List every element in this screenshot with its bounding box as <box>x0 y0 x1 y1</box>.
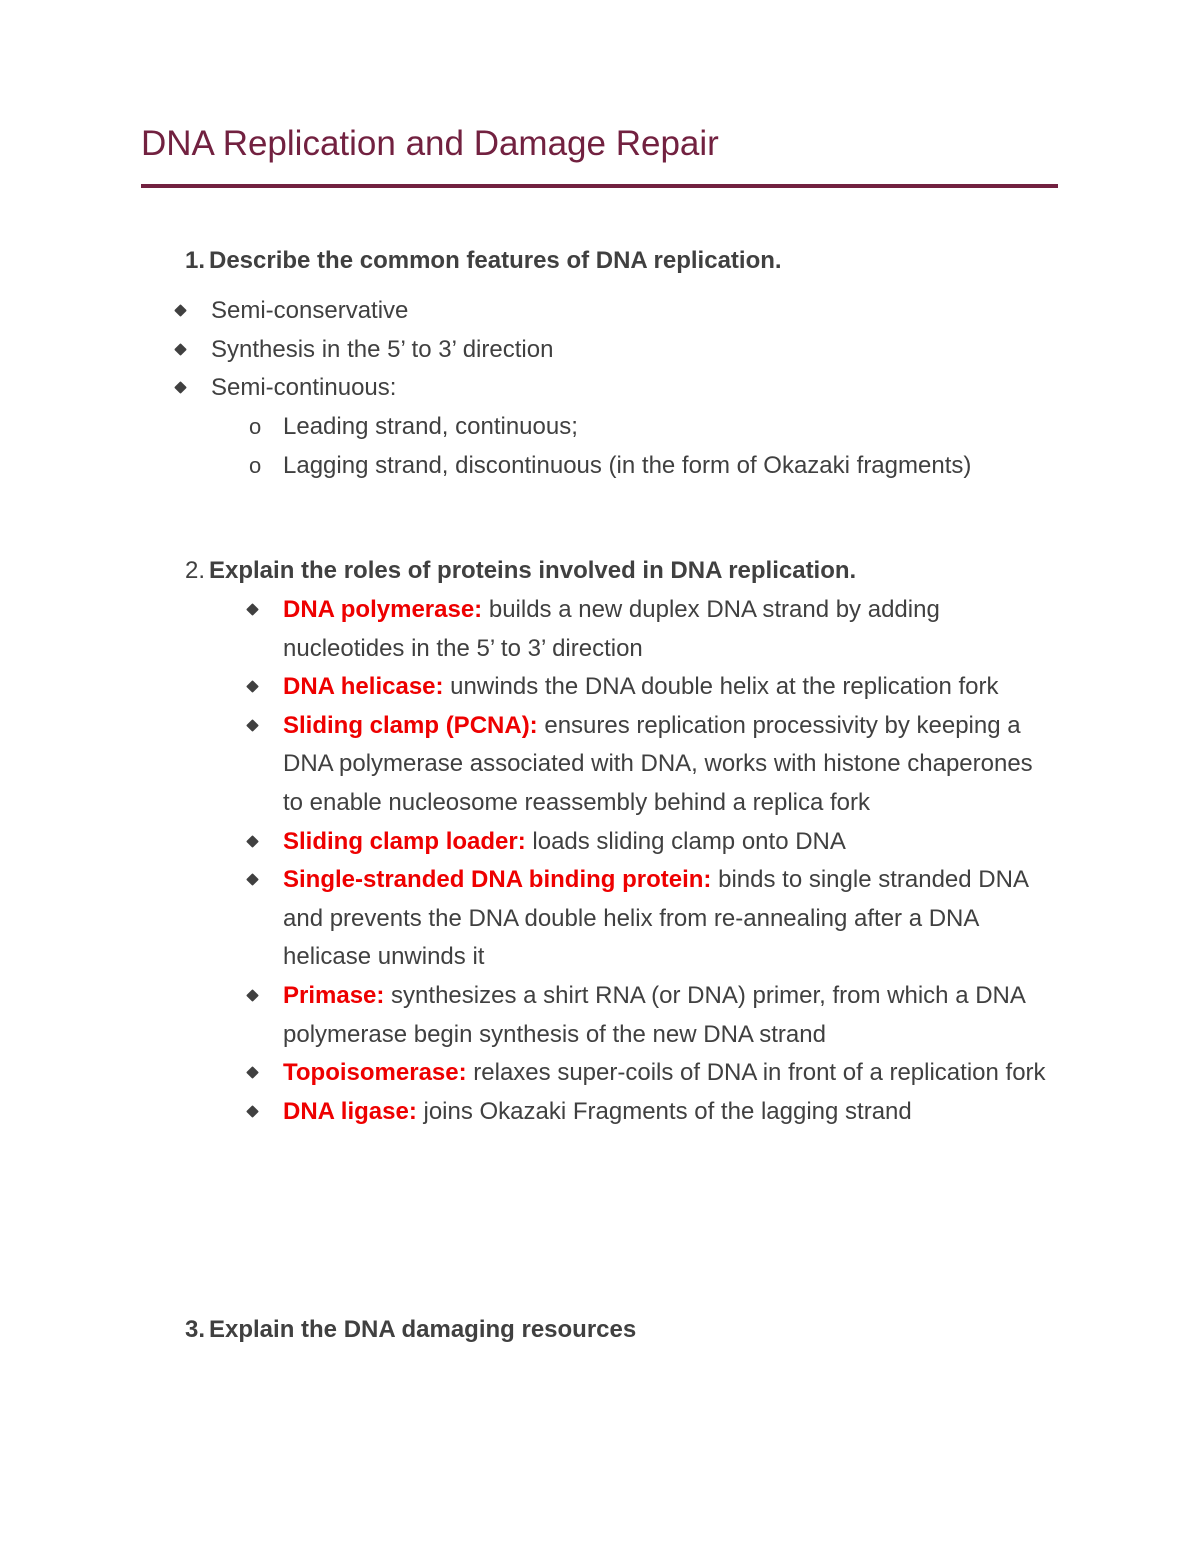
protein-description: binds to single stranded DNA and prevents the DNA double helix from re-annealing after a DNA helicase unwinds it <box>283 866 1028 971</box>
bullet-icon <box>174 304 187 317</box>
bullet-icon <box>246 873 259 886</box>
protein-description: relaxes super-coils of DNA in front of a replication fork <box>466 1059 1046 1087</box>
question-2-number: 2. <box>184 557 205 584</box>
bullet-icon <box>246 1105 259 1118</box>
list-item <box>283 861 1058 977</box>
list-item <box>283 707 1058 823</box>
bullet-icon <box>246 680 259 693</box>
circle-bullet-icon: o <box>249 414 262 439</box>
list-item <box>283 668 1058 707</box>
circle-bullet-icon: o <box>249 452 262 478</box>
list-item: o Leading strand, continuous; <box>283 408 1103 447</box>
protein-term: Topoisomerase: <box>283 1059 467 1087</box>
protein-description: synthesizes a shirt RNA (or DNA) primer, from which a DNA polymerase begin synthesis of the new DNA strand <box>283 981 1025 1048</box>
bullet-icon <box>246 603 259 616</box>
question-1 <box>141 242 782 280</box>
question-3 <box>141 1311 636 1349</box>
list-item <box>283 591 1058 668</box>
bullet-icon <box>246 719 259 732</box>
features-list <box>211 292 1111 408</box>
bullet-icon <box>174 381 187 394</box>
question-1-text: Describe the common features of DNA replication. <box>209 247 782 274</box>
protein-term: Sliding clamp loader: <box>283 827 526 855</box>
proteins-list <box>283 591 1058 1131</box>
bullet-icon <box>246 835 259 848</box>
list-item <box>283 977 1058 1054</box>
protein-description: ensures replication processivity by keeping a DNA polymerase associated with DNA, works with histone chaperones to enable nucleosome reassembly behind a replica fork <box>283 711 1033 816</box>
list-item <box>283 1093 1058 1132</box>
protein-description: loads sliding clamp onto DNA <box>525 827 846 855</box>
question-3-text: Explain the DNA damaging resources <box>209 1316 637 1343</box>
page-title: DNA Replication and Damage Repair <box>141 124 719 163</box>
protein-description: unwinds the DNA double helix at the replication fork <box>443 673 999 701</box>
protein-term: DNA ligase: <box>283 1097 417 1125</box>
question-3-number: 3. <box>184 1316 205 1343</box>
list-item: Synthesis in the 5’ to 3’ direction <box>211 331 1111 370</box>
bullet-icon <box>174 343 187 356</box>
protein-description: joins Okazaki Fragments of the lagging strand <box>416 1097 912 1125</box>
question-1-number: 1. <box>184 247 205 274</box>
list-item <box>283 1054 1058 1093</box>
protein-description: builds a new duplex DNA strand by adding nucleotides in the 5’ to 3’ direction <box>283 596 940 662</box>
protein-term: Sliding clamp (PCNA): <box>283 711 538 739</box>
question-2-text: Explain the roles of proteins involved in DNA replication. <box>209 557 857 584</box>
protein-term: Single-stranded DNA binding protein: <box>283 866 712 894</box>
bullet-icon <box>246 1066 259 1079</box>
list-item: Semi-continuous: <box>211 369 1111 408</box>
title-divider <box>141 184 1058 188</box>
bullet-icon <box>246 989 259 1002</box>
semi-continuous-sublist <box>249 408 1103 485</box>
protein-term: Primase: <box>283 981 385 1009</box>
list-item <box>283 823 1058 862</box>
list-item: Semi-conservative <box>211 292 1111 331</box>
list-item: o Lagging strand, discontinuous (in the form of Okazaki fragments) <box>283 447 1103 486</box>
question-2 <box>141 552 856 590</box>
protein-term: DNA polymerase: <box>283 596 483 623</box>
protein-term: DNA helicase: <box>283 673 444 701</box>
